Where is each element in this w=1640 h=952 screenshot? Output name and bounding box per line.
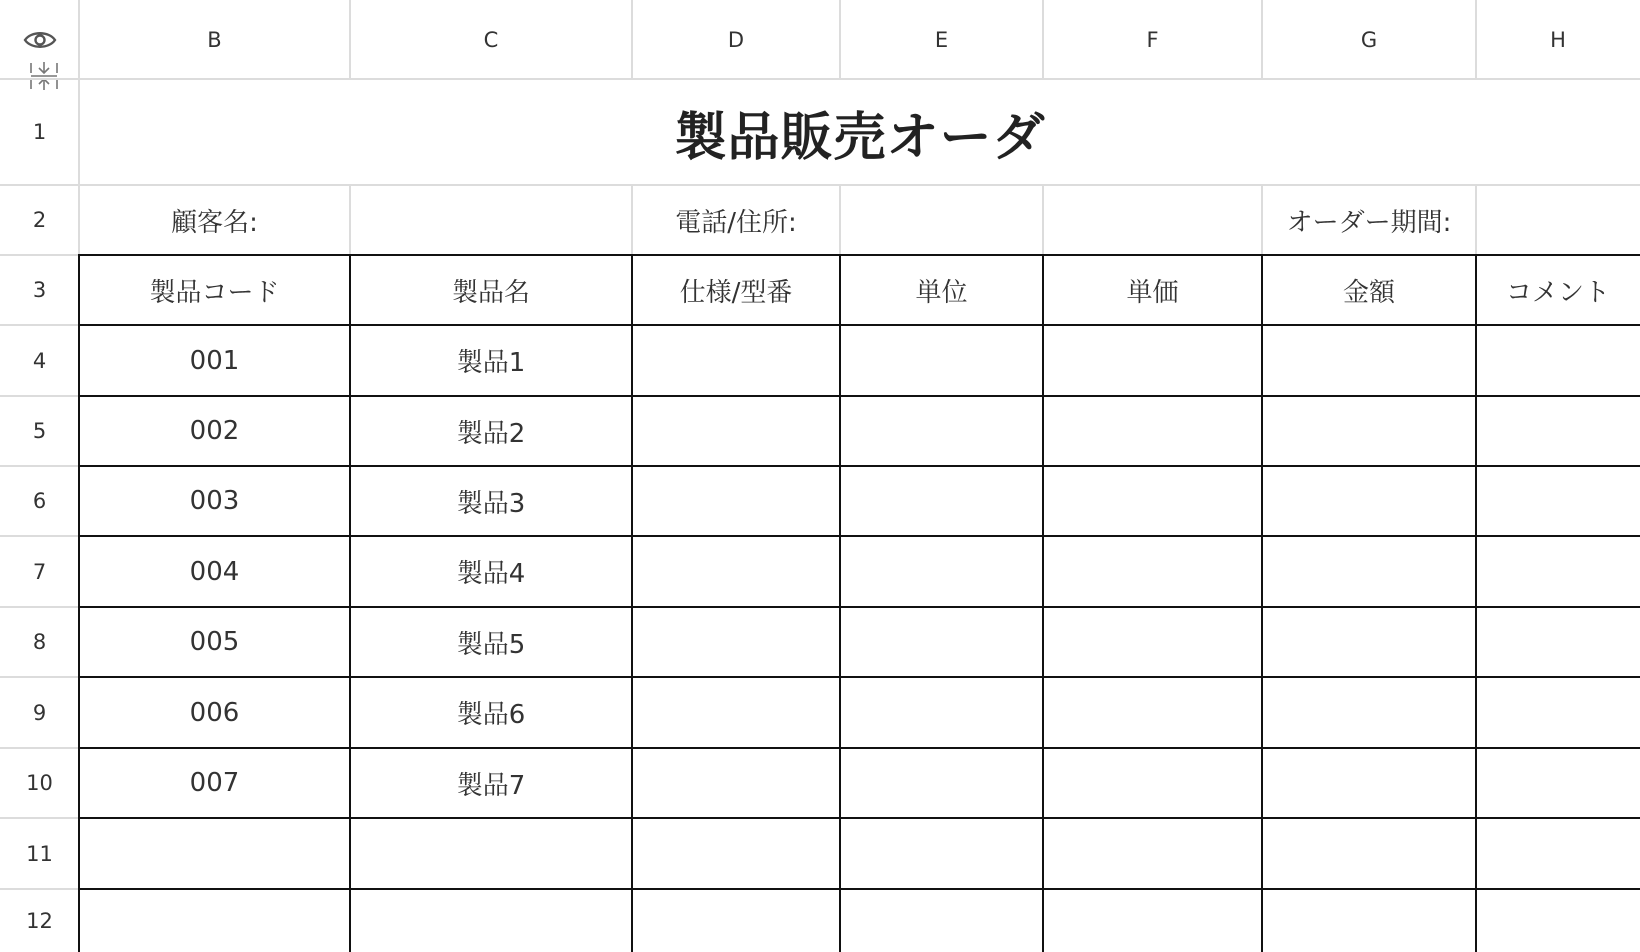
table-border — [1475, 254, 1477, 952]
table-border — [1042, 254, 1044, 952]
product-name-cell[interactable]: 製品3 — [456, 488, 526, 519]
product-code-cell[interactable]: 006 — [189, 697, 240, 728]
row-header-11[interactable]: 11 — [26, 841, 53, 866]
column-header-C[interactable]: C — [483, 27, 499, 52]
phone-address-label[interactable]: 電話/住所: — [675, 207, 797, 238]
row-header-8[interactable]: 8 — [32, 630, 47, 654]
column-header-G[interactable]: G — [1360, 27, 1378, 52]
row-header-1[interactable]: 1 — [32, 120, 47, 144]
column-header-D[interactable]: D — [727, 27, 745, 52]
table-header-cell[interactable]: 単価 — [1126, 277, 1179, 308]
product-name-cell[interactable]: 製品6 — [456, 700, 526, 730]
table-header-cell[interactable]: 単位 — [915, 277, 968, 308]
product-code-cell[interactable]: 004 — [189, 556, 240, 587]
table-header-cell[interactable]: 製品名 — [451, 277, 530, 308]
row-header-5[interactable]: 5 — [32, 419, 47, 443]
row-header-10[interactable]: 10 — [26, 771, 53, 795]
table-border — [79, 888, 1640, 890]
order-period-label[interactable]: オーダー期間: — [1286, 207, 1452, 238]
table-header-cell[interactable]: コメント — [1505, 277, 1610, 308]
product-code-cell[interactable]: 005 — [189, 627, 240, 657]
product-name-cell[interactable]: 製品7 — [456, 770, 526, 801]
product-name-cell[interactable]: 製品1 — [456, 348, 526, 378]
product-name-cell[interactable]: 製品4 — [456, 559, 526, 589]
row-header-2[interactable]: 2 — [32, 208, 47, 232]
table-header-cell[interactable]: 製品コード — [149, 277, 280, 308]
product-code-cell[interactable]: 002 — [189, 416, 240, 446]
table-border — [1261, 254, 1263, 952]
column-header-F[interactable]: F — [1146, 27, 1159, 52]
column-header-H[interactable]: H — [1550, 27, 1566, 52]
row-header-4[interactable]: 4 — [32, 348, 47, 373]
eye-icon[interactable] — [18, 22, 62, 58]
sheet-title[interactable]: 製品販売オーダ — [80, 80, 1640, 184]
row-header-6[interactable]: 6 — [32, 489, 47, 513]
product-code-cell[interactable]: 007 — [189, 768, 240, 798]
row-header-12[interactable]: 12 — [26, 908, 53, 933]
table-border — [839, 254, 841, 952]
product-code-cell[interactable]: 001 — [189, 345, 240, 376]
column-header-B[interactable]: B — [207, 27, 222, 52]
row-header-7[interactable]: 7 — [32, 559, 47, 584]
table-header-cell[interactable]: 仕様/型番 — [679, 277, 793, 308]
row-header-3[interactable]: 3 — [32, 278, 47, 302]
product-name-cell[interactable]: 製品2 — [456, 418, 526, 449]
product-name-cell[interactable]: 製品5 — [456, 629, 526, 660]
column-header-E[interactable]: E — [934, 27, 949, 52]
product-code-cell[interactable]: 003 — [189, 486, 240, 516]
row-header-9[interactable]: 9 — [32, 700, 47, 725]
table-header-cell[interactable]: 金額 — [1342, 277, 1395, 308]
customer-label[interactable]: 顧客名: — [171, 207, 258, 238]
